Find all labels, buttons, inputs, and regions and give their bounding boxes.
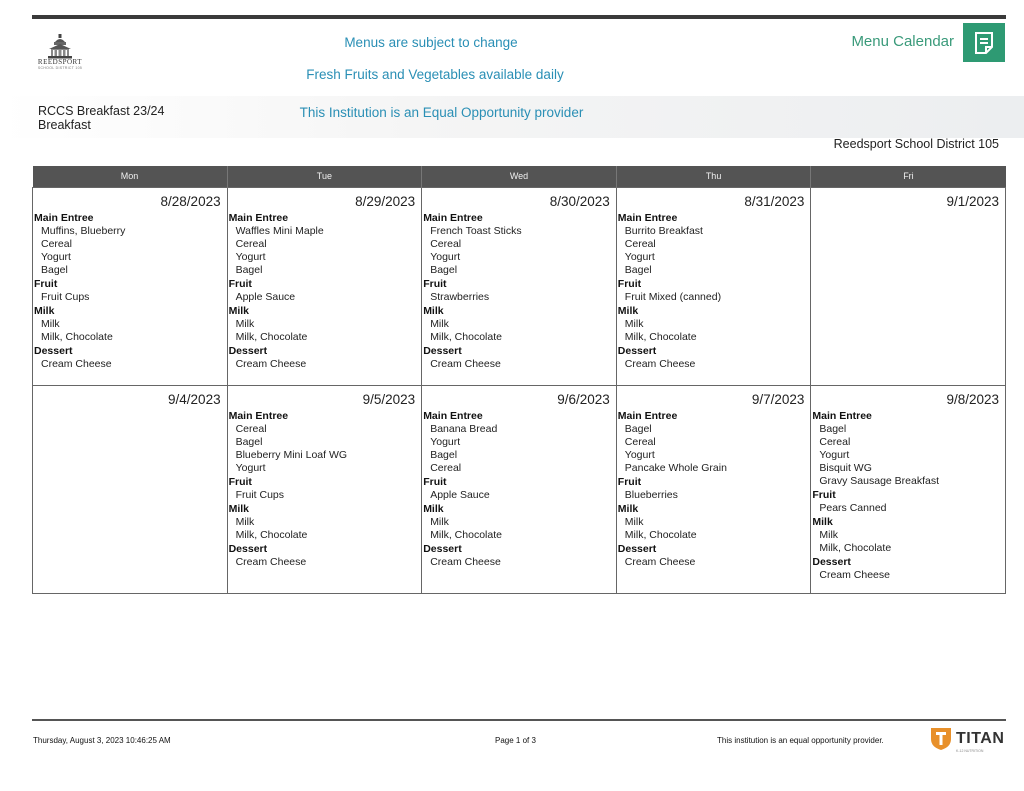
menu-item: Fruit Cups (41, 290, 90, 303)
day-cell (616, 187, 811, 385)
menu-item: Cereal (235, 237, 267, 250)
day-date: 9/7/2023 (751, 391, 805, 407)
day-cell (422, 187, 617, 385)
menu-section-title: Milk (228, 502, 250, 515)
footer-timestamp: Thursday, August 3, 2023 10:46:25 AM (33, 736, 171, 745)
brand-subtitle: K-12 NUTRITION (956, 749, 984, 753)
menu-section-title: Dessert (228, 344, 268, 357)
menu-section-title: Main Entree (228, 211, 289, 224)
menu-section-title: Milk (617, 502, 639, 515)
menu-item: Bagel (235, 435, 263, 448)
logo-name: REEDSPORT (37, 58, 83, 66)
menu-calendar-label[interactable]: Menu Calendar (851, 33, 954, 50)
day-date: 8/31/2023 (744, 193, 805, 209)
day-cell (811, 385, 1006, 593)
menu-item: Milk, Chocolate (235, 528, 308, 541)
menu-item: Cream Cheese (41, 357, 112, 370)
menu-item: Cereal (819, 435, 851, 448)
day-date: 8/28/2023 (160, 193, 221, 209)
menu-section-title: Dessert (34, 344, 73, 357)
menu-section-title: Fruit (34, 277, 58, 290)
day-cell (33, 385, 228, 593)
menu-item: Yogurt (624, 448, 655, 461)
menu-item: Cereal (430, 237, 462, 250)
day-cell (227, 187, 422, 385)
menu-item: Cereal (430, 461, 462, 474)
footer-page-number: Page 1 of 3 (495, 736, 536, 745)
notice-menus-change: Menus are subject to change (344, 35, 518, 50)
day-date: 9/6/2023 (557, 391, 610, 407)
menu-section-title: Main Entree (228, 409, 289, 422)
menu-item: French Toast Sticks (430, 224, 522, 237)
day-date: 9/5/2023 (362, 391, 416, 407)
menu-item: Cereal (41, 237, 72, 250)
menu-item: Cream Cheese (624, 357, 696, 370)
menu-section-title: Main Entree (34, 211, 94, 224)
calendar-week-row (33, 385, 1006, 593)
menu-item: Milk, Chocolate (41, 330, 113, 343)
menu-item: Milk, Chocolate (430, 528, 502, 541)
day-cell (33, 187, 228, 385)
menu-item: Bisquit WG (819, 461, 872, 474)
menu-section-title: Fruit (228, 277, 252, 290)
menu-section-title: Main Entree (812, 409, 872, 422)
notice-equal-opportunity: This Institution is an Equal Opportunity provider (299, 105, 584, 120)
day-date: 8/30/2023 (549, 193, 610, 209)
menu-section-title: Milk (34, 304, 55, 317)
menu-item: Fruit Cups (235, 488, 285, 501)
weekday-header: Fri (811, 166, 1006, 187)
menu-section-title: Milk (228, 304, 250, 317)
notice-fresh-fruits: Fresh Fruits and Vegetables available daily (306, 67, 564, 82)
footer-eo-statement: This institution is an equal opportunity provider. (717, 736, 884, 745)
menu-item: Bagel (624, 263, 652, 276)
menu-item: Bagel (430, 448, 458, 461)
menu-section-title: Milk (423, 502, 444, 515)
menu-item: Yogurt (235, 461, 266, 474)
menu-section-title: Fruit (423, 277, 447, 290)
day-date: 9/1/2023 (946, 193, 999, 209)
menu-item: Waffles Mini Maple (235, 224, 324, 237)
menu-section-title: Fruit (812, 488, 836, 501)
menu-item: Apple Sauce (430, 488, 490, 501)
menu-item: Cereal (624, 435, 656, 448)
menu-item: Blueberry Mini Loaf WG (235, 448, 348, 461)
menu-section-title: Dessert (617, 344, 657, 357)
menu-item: Cereal (624, 237, 656, 250)
menu-section-title: Milk (617, 304, 639, 317)
menu-item: Milk (624, 515, 644, 528)
document-icon (973, 31, 995, 55)
menu-item: Milk (819, 528, 839, 541)
menu-item: Pancake Whole Grain (624, 461, 727, 474)
menu-item: Bagel (41, 263, 68, 276)
day-cell (811, 187, 1006, 385)
menu-item: Milk, Chocolate (430, 330, 502, 343)
menu-item: Yogurt (41, 250, 71, 263)
menu-item: Milk (624, 317, 644, 330)
menu-item: Yogurt (819, 448, 850, 461)
day-date: 8/29/2023 (355, 193, 416, 209)
menu-item: Milk, Chocolate (235, 330, 308, 343)
menu-title-line2: Breakfast (38, 118, 91, 132)
menu-item: Milk (430, 317, 449, 330)
menu-item: Milk (235, 515, 255, 528)
menu-item: Fruit Mixed (canned) (624, 290, 722, 303)
menu-item: Cream Cheese (430, 555, 501, 568)
menu-title (38, 104, 164, 132)
titan-shield-icon (930, 727, 952, 751)
menu-item: Cereal (235, 422, 267, 435)
menu-calendar-grid (32, 166, 1006, 594)
menu-section-title: Dessert (617, 542, 657, 555)
top-rule (32, 15, 1006, 19)
menu-item: Milk (235, 317, 255, 330)
menu-calendar-button[interactable] (963, 23, 1005, 62)
menu-item: Cream Cheese (430, 357, 501, 370)
menu-item: Burrito Breakfast (624, 224, 703, 237)
weekday-header: Wed (422, 166, 617, 187)
bottom-rule (32, 719, 1006, 721)
menu-section-title: Fruit (617, 475, 642, 488)
menu-item: Cream Cheese (235, 357, 307, 370)
menu-item: Gravy Sausage Breakfast (819, 474, 940, 487)
brand-name: TITAN (956, 730, 1005, 747)
menu-section-title: Fruit (423, 475, 447, 488)
menu-item: Blueberries (624, 488, 678, 501)
menu-item: Yogurt (624, 250, 655, 263)
menu-item: Milk, Chocolate (819, 541, 892, 554)
menu-section-title: Main Entree (423, 211, 483, 224)
menu-item: Milk (41, 317, 60, 330)
menu-section-title: Fruit (617, 277, 642, 290)
menu-section-title: Milk (812, 515, 833, 528)
weekday-header-row (33, 166, 1006, 187)
weekday-header: Thu (616, 166, 811, 187)
menu-item: Banana Bread (430, 422, 498, 435)
menu-title-line1: RCCS Breakfast 23/24 (38, 104, 165, 118)
menu-section-title: Main Entree (617, 409, 678, 422)
weekday-header: Tue (227, 166, 422, 187)
day-cell (227, 385, 422, 593)
district-logo (22, 33, 98, 73)
weekday-header: Mon (33, 166, 228, 187)
day-date: 9/8/2023 (946, 391, 999, 407)
menu-item: Yogurt (430, 435, 461, 448)
menu-section-title: Dessert (812, 555, 851, 568)
menu-item: Yogurt (235, 250, 266, 263)
titan-brand (930, 727, 1004, 753)
menu-item: Bagel (430, 263, 458, 276)
district-name: Reedsport School District 105 (833, 137, 999, 151)
menu-item: Bagel (235, 263, 263, 276)
menu-item: Milk, Chocolate (624, 528, 697, 541)
menu-section-title: Dessert (228, 542, 268, 555)
courthouse-logo-icon (45, 33, 75, 59)
menu-item: Cream Cheese (819, 568, 890, 581)
menu-item: Cream Cheese (624, 555, 696, 568)
menu-item: Cream Cheese (235, 555, 307, 568)
menu-item: Milk (430, 515, 449, 528)
day-cell (422, 385, 617, 593)
menu-section-title: Dessert (423, 542, 462, 555)
menu-section-title: Main Entree (423, 409, 483, 422)
menu-item: Yogurt (430, 250, 461, 263)
menu-item: Pears Canned (819, 501, 887, 514)
calendar-week-row (33, 187, 1006, 385)
logo-subtitle: SCHOOL DISTRICT 105 (37, 66, 83, 70)
menu-section-title: Fruit (228, 475, 252, 488)
menu-section-title: Milk (423, 304, 444, 317)
menu-item: Milk, Chocolate (624, 330, 697, 343)
menu-item: Strawberries (430, 290, 490, 303)
menu-item: Muffins, Blueberry (41, 224, 126, 237)
menu-item: Bagel (624, 422, 652, 435)
day-cell (616, 385, 811, 593)
day-date: 9/4/2023 (168, 391, 221, 407)
menu-section-title: Dessert (423, 344, 462, 357)
menu-section-title: Main Entree (617, 211, 678, 224)
menu-item: Apple Sauce (235, 290, 296, 303)
menu-item: Bagel (819, 422, 847, 435)
